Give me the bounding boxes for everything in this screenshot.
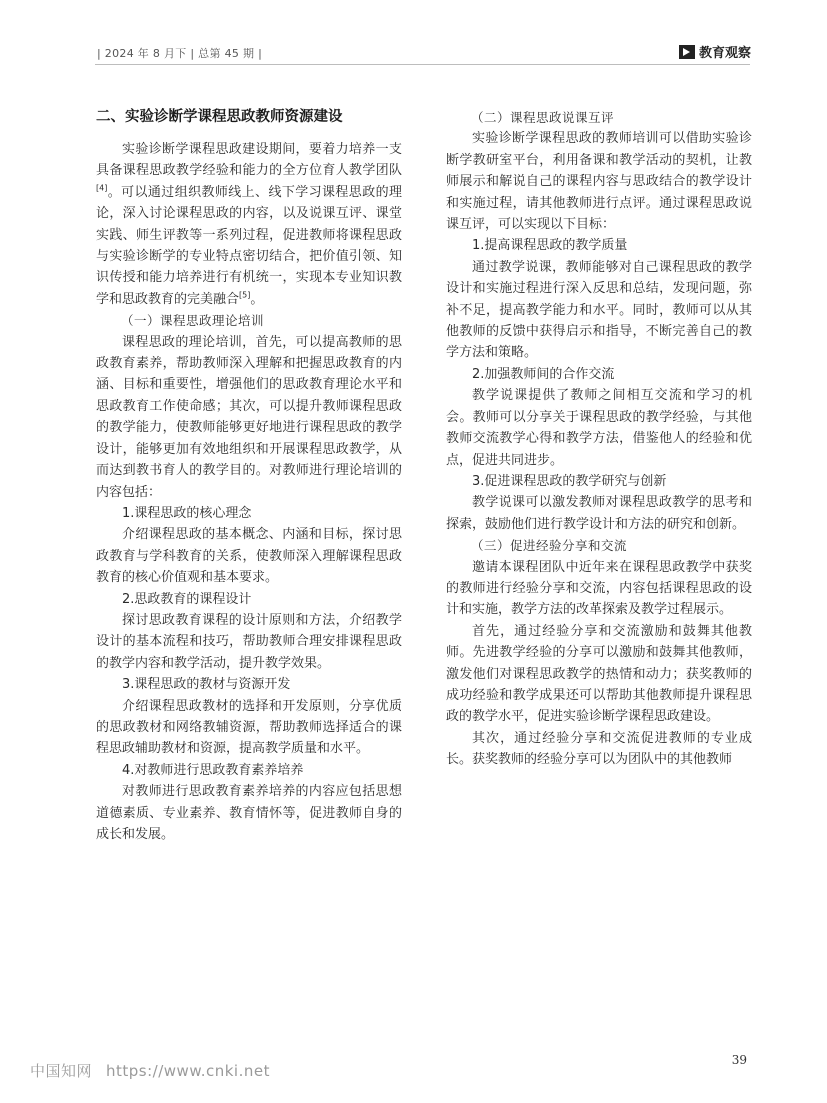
body-paragraph: 通过教学说课，教师能够对自己课程思政的教学设计和实施过程进行深入反思和总结，发现问题，弥补不足，提高教学能力和水平。同时，教师可以从其他教师的反馈中获得启示和指导，不断完善自己的教学方法和策略。	[446, 259, 752, 361]
item-title: 2.加强教师间的合作交流	[472, 366, 615, 382]
body-paragraph: 对教师进行思政教育素养培养的内容应包括思想道德素质、专业素养、教育情怀等，促进教师自身的成长和发展。	[96, 784, 402, 842]
body-paragraph: 教学说课可以激发教师对课程思政教学的思考和探索，鼓励他们进行教学设计和方法的研究和创新。	[446, 495, 752, 532]
intro-paragraph: 实验诊断学课程思政建设期间，要着力培养一支具备课程思政教学经验和能力的全方位育人教学团队[4]。可以通过组织教师线上、线下学习课程思政的理论，深入讨论课程思政的内容，以及说课互评、课堂实践、师生评教等一系列过程，促进教师将课程思政与实验诊断学的专业特点密切结合，把价值引领、知识传授和能力培养进行有机统一，实现本专业知识教学和思政教育的完美融合[5]。	[96, 142, 402, 307]
body-paragraph: 课程思政的理论培训，首先，可以提高教师的思政教育素养，帮助教师深入理解和把握思政教育的内涵、目标和重要性，增强他们的思政教育理论水平和思政教育工作使命感；其次，可以提升教师课程思政的教学能力，使教师能够更好地进行课程思政的教学设计，能够更加有效地组织和开展课程思政教学，从而达到教书育人的教学目的。对教师进行理论培训的内容包括：	[96, 334, 402, 500]
journal-brand	[679, 42, 751, 61]
watermark-brand: 中国知网	[30, 1062, 93, 1080]
body-paragraph: 介绍课程思政的基本概念、内涵和目标，探讨思政教育与学科教育的关系，使教师深入理解课程思政教育的核心价值观和基本要求。	[96, 527, 402, 586]
body-paragraph: 探讨思政教育课程的设计原则和方法，介绍教学设计的基本流程和技巧，帮助教师合理安排课程思政的教学内容和教学活动，提升教学效果。	[96, 612, 402, 671]
subsection-title: （二）课程思政说课互评	[471, 110, 615, 125]
item-title: 1.提高课程思政的教学质量	[472, 238, 628, 254]
issue-info: | 2024 年 8 月下 | 总第 45 期 |	[97, 47, 263, 60]
section-heading: 二、实验诊断学课程思政教师资源建设	[96, 109, 343, 125]
body-paragraph: 实验诊断学课程思政的教师培训可以借助实验诊断学教研室平台，利用备课和教学活动的契机，让教师展示和解说自己的课程内容与思政结合的教学设计和实施过程，请其他教师进行点评。通过课程思政说课互评，可以实现以下目标：	[446, 131, 752, 233]
body-paragraph: 介绍课程思政教材的选择和开发原则，分享优质的思政教材和网络教辅资源，帮助教师选择适合的课程思政辅助教材和资源，提高教学质量和水平。	[96, 698, 402, 757]
header-divider	[95, 64, 750, 65]
brand-name: 教育观察	[699, 46, 752, 61]
body-paragraph: 邀请本课程团队中近年来在课程思政教学中获奖的教师进行经验分享和交流，内容包括课程思政的设计和实施，教学方法的改革探索及教学过程展示。	[446, 559, 752, 618]
citation-ref: [4]	[96, 183, 108, 193]
item-title: 4.对教师进行思政教育素养培养	[122, 762, 304, 778]
item-title: 1.课程思政的核心理念	[122, 505, 252, 521]
subsection-title: （一）课程思政理论培训	[121, 313, 265, 329]
watermark-url: https://www.cnki.net	[106, 1062, 270, 1080]
right-column	[446, 107, 752, 771]
body-paragraph: 其次，通过经验分享和交流促进教师的专业成长。获奖教师的经验分享可以为团队中的其他教师	[446, 730, 752, 768]
subsection-title: （三）促进经验分享和交流	[471, 538, 628, 554]
body-paragraph: 首先，通过经验分享和交流激励和鼓舞其他教师。先进教学经验的分享可以激励和鼓舞其他教师，激发他们对课程思政教学的热情和动力；获奖教师的成功经验和教学成果还可以帮助其他教师提升课程思政的教学水平，促进实验诊断学课程思政建设。	[446, 623, 752, 725]
item-title: 3.课程思政的教材与资源开发	[122, 677, 291, 693]
body-paragraph: 教学说课提供了教师之间相互交流和学习的机会。教师可以分享关于课程思政的教学经验，与其他教师交流教学心得和教学方法，借鉴他人的经验和优点，促进共同进步。	[446, 388, 752, 468]
cnki-watermark	[30, 1060, 270, 1081]
item-title: 3.促进课程思政的教学研究与创新	[472, 473, 667, 489]
brand-logo-icon	[679, 45, 695, 59]
citation-ref: [5]	[239, 290, 251, 300]
left-column	[96, 107, 402, 845]
page-number: 39	[731, 1053, 747, 1067]
item-title: 2.思政教育的课程设计	[122, 591, 252, 607]
